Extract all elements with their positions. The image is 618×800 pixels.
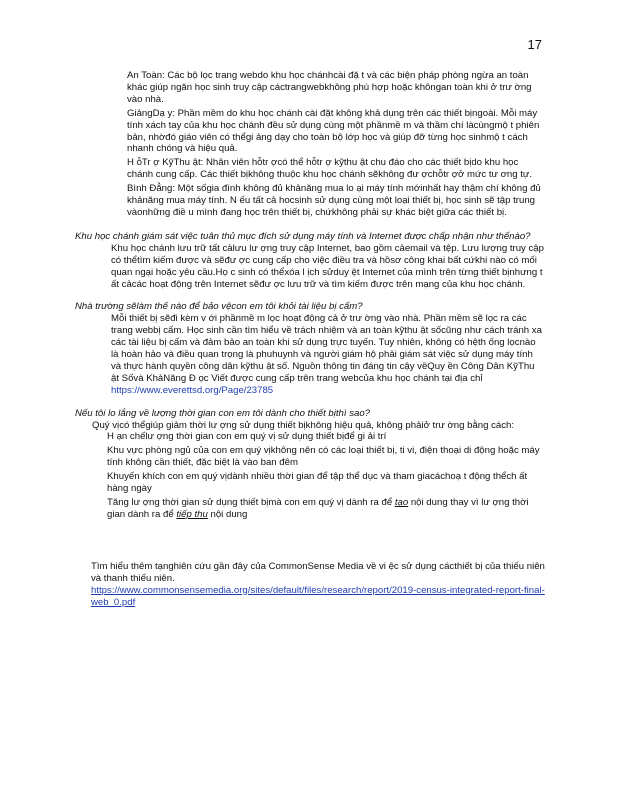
list-item (75, 157, 545, 181)
footer-text: Tìm hiểu thêm tạnghiên cứu gần đây của CommonSense Media về vi ệc sử dụng cácthiết bị của thiếu niên và thanh thiếu niên. (91, 560, 545, 584)
section-question: Khu học chánh giám sát việc tuân thủ mục đích sử dụng máy tính và Internet được chấp nhận như thếnào? (75, 230, 531, 242)
reference-link[interactable]: https://www.everettsd.org/Page/23785 (111, 384, 274, 396)
bullet-text: nội dung thay vì lư ợng thời gian dành ra để (107, 497, 529, 520)
tips-bullet-list (75, 431, 545, 520)
section-answer: Khu học chánh lưu trữ tất cảlưu lư ợng truy cập Internet, bao gồm cảemail và tệp. Lưu lượng truy cập có thểtìm kiếm được và sẽđư ợc cung cấp cho việc điều tra và hồsơ công khai bất cứkhi nào có mối quan ngại hoặc yêu cầu.Họ c sinh có thểxóa l ịch sửduy ệt Internet của mình trên từng thiết bịnhưng t ất cảcác hoạt động trên Internet sẽđư ợc lưu trữ và tìm kiếm được trên mạng của khu học chánh. (111, 242, 544, 290)
bullet-text: Khuyến khích con em quý vịdành nhiều thời gian để tập thể dục và tham giacáchoạ t động thểch ất hàng ngày (107, 471, 528, 495)
page-number: 17 (527, 37, 542, 52)
list-item (75, 108, 545, 156)
section-answer (111, 313, 545, 396)
list-item (75, 471, 545, 495)
list-item (75, 445, 545, 469)
bullet-text: H ạn chếlư ợng thời gian con em quý vị sử dụng thiết bịđể gi ải trí (107, 431, 387, 443)
bullet-text: Tăng lư ợng thời gian sử dụng thiết bịmà con em quý vị dành ra để (107, 497, 393, 508)
bullet-text: H ỗTr ợ KỹThu ật: Nhân viên hỗtr ợcó thể hỗtr ợ kỹthu ật chu đáo cho các thiết bịdo khu học chánh cung cấp. Các thiết bịkhông thuộc khu học chánh sẽkhông đư ợchỗtr ợở mức tư ơng tự. (127, 157, 532, 181)
bullet-text: nội dung (210, 508, 248, 520)
bullet-text: An Toàn: Các bộ lọc trang webdo khu học chánhcài đặ t và các biện pháp phòng ngừa an toàn khác giúp ngăn học sinh truy cập cáctrangwebkhông phù hợp hoặc khôngan toàn khi ở trư ờng vào nhà. (127, 70, 532, 105)
underlined-word: tạo (394, 497, 409, 508)
underlined-word: tiếp thu (176, 508, 208, 520)
section-answer-text: Mỗi thiết bị sẽđi kèm v ới phầnmề m lọc hoạt động cả ở trư ờng vào nhà. Phần mềm sẽ lọc ra các trang webbị cấm. Học sinh cần tìm hiểu về trách nhiệm và an toàn kỹthu ật sốcũng như cách tránh xa các tài liệu bị cấm và đảm bảo an toàn khi sử dụng trực tuyến. Tuy nhiên, không có hệth ống lọcnào là hoàn hảo và điều quan trọng là phuhuynh và người giám hộ phải giám sát việc sử dụng máy tính và thực hành quyền công dân kỹthu ật số. Nguồn thông tin đáng tin cậy vềQuy ền Công Dân KỹThu ật Sốvà KhảNăng Đ ọc Viết được cung cấp trên trang webcủa khu học chánh tại địa chỉ (111, 313, 542, 384)
section-question: Nếu tôi lo lắng về lượng thời gian con em tôi dành cho thiết bịthì sao? (75, 407, 371, 419)
section-question: Nhà trường sẽlàm thế nào để bảo vệcon em tôi khỏi tài liệu bị cấm? (75, 301, 363, 313)
section-intro: Quý vịcó thểgiúp giảm thời lư ợng sử dụng thiết bịkhông hiệu quả, không phảiở trư ờng bằng cách: (92, 419, 515, 431)
list-item (75, 183, 545, 219)
bullet-text: GiảngDạ y: Phần mềm do khu học chánh cài đặt không khả dụng trên các thiết bịngoài. Mỗi máy tính xách tay của khu học chánh đều sử dụng cùng một phầnmề m và thầm chí làcùngmộ t phiên bản, nhờđó giáo viên có thểgi ảng dạy cho toàn bộ lớp học và giúp đỡ từng học sinhmộ t cách nhanh chóng và hiệu quả. (127, 107, 540, 155)
list-item (75, 70, 545, 106)
page-content (75, 70, 545, 608)
footer-note (91, 561, 545, 609)
bullet-text: Bình Đẳng: Một sốgia đình không đủ khảnăng mua lo ại máy tính mớinhất hay thậm chí không đủ khảnăng mua máy tính. N ếu tất cả hocsinh sử dụng cùng một loại thiết bị, học sinh sẽ tập trung vàonhững điề u mình đang học trên thiết bị, chứkhông phải sự khác biệt giữa các thiết bị. (127, 183, 541, 218)
list-item (75, 497, 545, 521)
list-item (75, 431, 545, 443)
top-bullet-list (75, 70, 545, 219)
bullet-text: Khu vực phòng ngủ của con em quý vịkhông nên có các loại thiết bị, ti vi, điện thoại di động hoặc máy tính không cần thiết, đặc biệt là vào ban đêm (107, 445, 540, 469)
research-report-link[interactable]: https://www.commonsensemedia.org/sites/default/files/research/report/2019-census-integrated-report-final-web_0.pdf (91, 584, 545, 608)
